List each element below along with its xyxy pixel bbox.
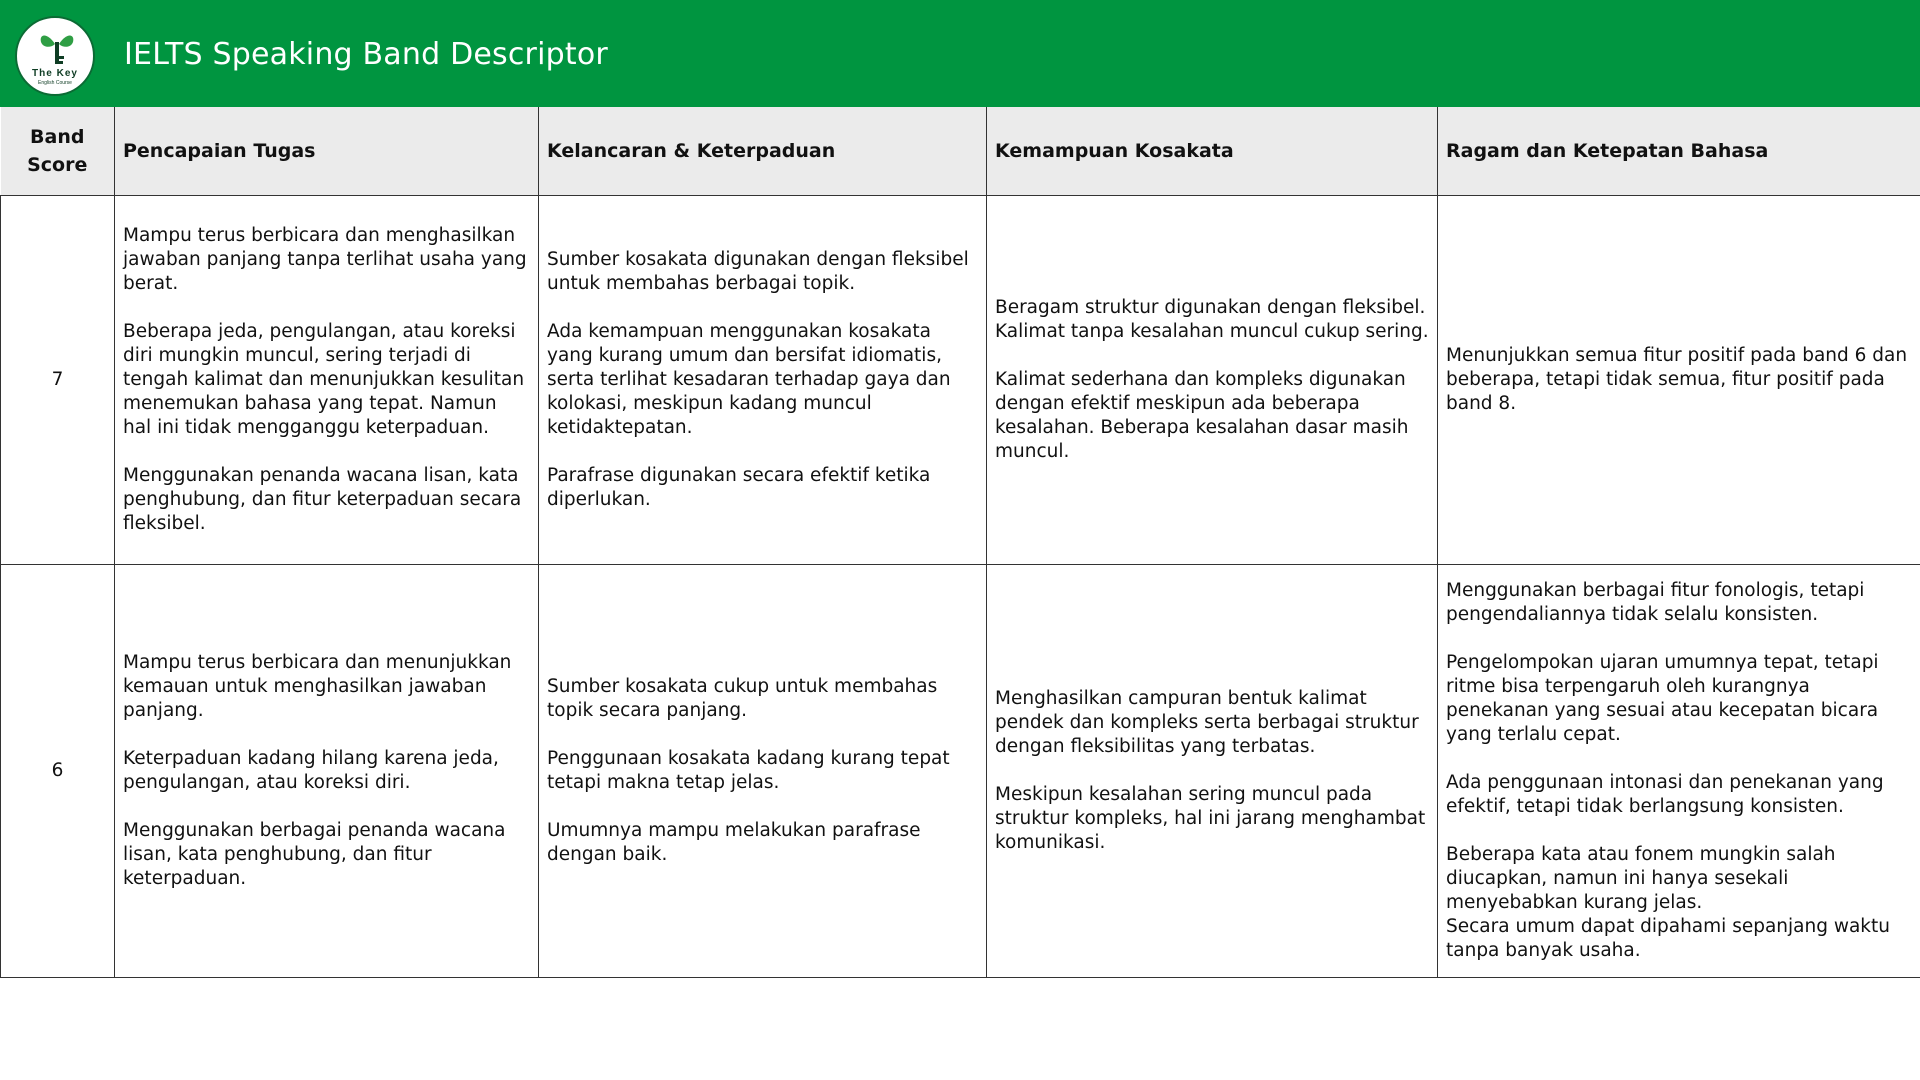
column-header-grammatical-range: Ragam dan Ketepatan Bahasa <box>1438 107 1920 196</box>
table-cell <box>539 565 987 978</box>
column-header-band-score: Band Score <box>1 107 115 196</box>
logo-subtitle: English Course <box>38 80 72 86</box>
cell-paragraph: Menggunakan berbagai fitur fonologis, tetapi pengendaliannya tidak selalu konsisten. <box>1446 580 1865 625</box>
cell-paragraph: Beberapa kata atau fonem mungkin salah diucapkan, namun ini hanya sesekali menyebabkan kurang jelas. <box>1446 844 1836 913</box>
cell-paragraph: Pengelompokan ujaran umumnya tepat, tetapi ritme bisa terpengaruh oleh kurangnya penekanan yang sesuai atau kecepatan bicara yang terlalu cepat. <box>1446 652 1879 745</box>
the-key-logo <box>15 16 95 96</box>
band-score-cell: 6 <box>1 565 115 978</box>
band-descriptor-table <box>0 107 1920 978</box>
table-cell <box>115 196 539 565</box>
cell-paragraph: Beragam struktur digunakan dengan fleksibel. Kalimat tanpa kesalahan muncul cukup sering. <box>995 297 1429 342</box>
cell-paragraph: Menggunakan berbagai penanda wacana lisan, kata penghubung, dan fitur keterpaduan. <box>123 820 506 889</box>
logo-name: The Key <box>32 68 78 79</box>
cell-paragraph: Sumber kosakata digunakan dengan fleksibel untuk membahas berbagai topik. <box>547 249 969 294</box>
cell-paragraph: Mampu terus berbicara dan menunjukkan kemauan untuk menghasilkan jawaban panjang. <box>123 652 512 721</box>
table-cell <box>1438 196 1920 565</box>
cell-paragraph: Ada penggunaan intonasi dan penekanan yang efektif, tetapi tidak berlangsung konsisten. <box>1446 772 1884 817</box>
band-score-cell: 7 <box>1 196 115 565</box>
cell-paragraph: Kalimat sederhana dan kompleks digunakan dengan efektif meskipun ada beberapa kesalahan. Beberapa kesalahan dasar masih muncul. <box>995 369 1409 462</box>
cell-paragraph: Sumber kosakata cukup untuk membahas topik secara panjang. <box>547 676 938 721</box>
cell-paragraph: Menghasilkan campuran bentuk kalimat pendek dan kompleks serta berbagai struktur dengan fleksibilitas yang terbatas. <box>995 688 1419 757</box>
table-cell <box>539 196 987 565</box>
cell-paragraph: Meskipun kesalahan sering muncul pada struktur kompleks, hal ini jarang menghambat komunikasi. <box>995 784 1426 853</box>
column-header-lexical-resource: Kemampuan Kosakata <box>987 107 1438 196</box>
table-cell <box>987 196 1438 565</box>
table-cell <box>1438 565 1920 978</box>
page-title: IELTS Speaking Band Descriptor <box>124 37 608 72</box>
cell-paragraph: Beberapa jeda, pengulangan, atau koreksi diri mungkin muncul, sering terjadi di tengah kalimat dan menunjukkan kesulitan menemukan bahasa yang tepat. Namun hal ini tidak mengganggu keterpaduan. <box>123 321 525 438</box>
column-header-task-achievement: Pencapaian Tugas <box>115 107 539 196</box>
cell-paragraph: Mampu terus berbicara dan menghasilkan jawaban panjang tanpa terlihat usaha yang berat. <box>123 225 527 294</box>
table-row <box>1 565 1920 978</box>
table-cell <box>987 565 1438 978</box>
table-cell <box>115 565 539 978</box>
cell-paragraph: Menggunakan penanda wacana lisan, kata penghubung, dan fitur keterpaduan secara fleksibel. <box>123 465 522 534</box>
header-bar <box>0 0 1920 107</box>
cell-paragraph: Keterpaduan kadang hilang karena jeda, pengulangan, atau koreksi diri. <box>123 748 499 793</box>
column-header-fluency-coherence: Kelancaran & Keterpaduan <box>539 107 987 196</box>
cell-paragraph: Penggunaan kosakata kadang kurang tepat tetapi makna tetap jelas. <box>547 748 950 793</box>
cell-paragraph: Umumnya mampu melakukan parafrase dengan baik. <box>547 820 921 865</box>
cell-paragraph: Secara umum dapat dipahami sepanjang waktu tanpa banyak usaha. <box>1446 916 1890 961</box>
cell-paragraph: Ada kemampuan menggunakan kosakata yang kurang umum dan bersifat idiomatis, serta terlihat kesadaran terhadap gaya dan kolokasi, meskipun kadang muncul ketidaktepatan. <box>547 321 951 438</box>
cell-paragraph: Menunjukkan semua fitur positif pada band 6 dan beberapa, tetapi tidak semua, fitur positif pada band 8. <box>1446 345 1908 414</box>
table-row <box>1 196 1920 565</box>
table-header-row <box>1 107 1920 196</box>
cell-paragraph: Parafrase digunakan secara efektif ketika diperlukan. <box>547 465 931 510</box>
